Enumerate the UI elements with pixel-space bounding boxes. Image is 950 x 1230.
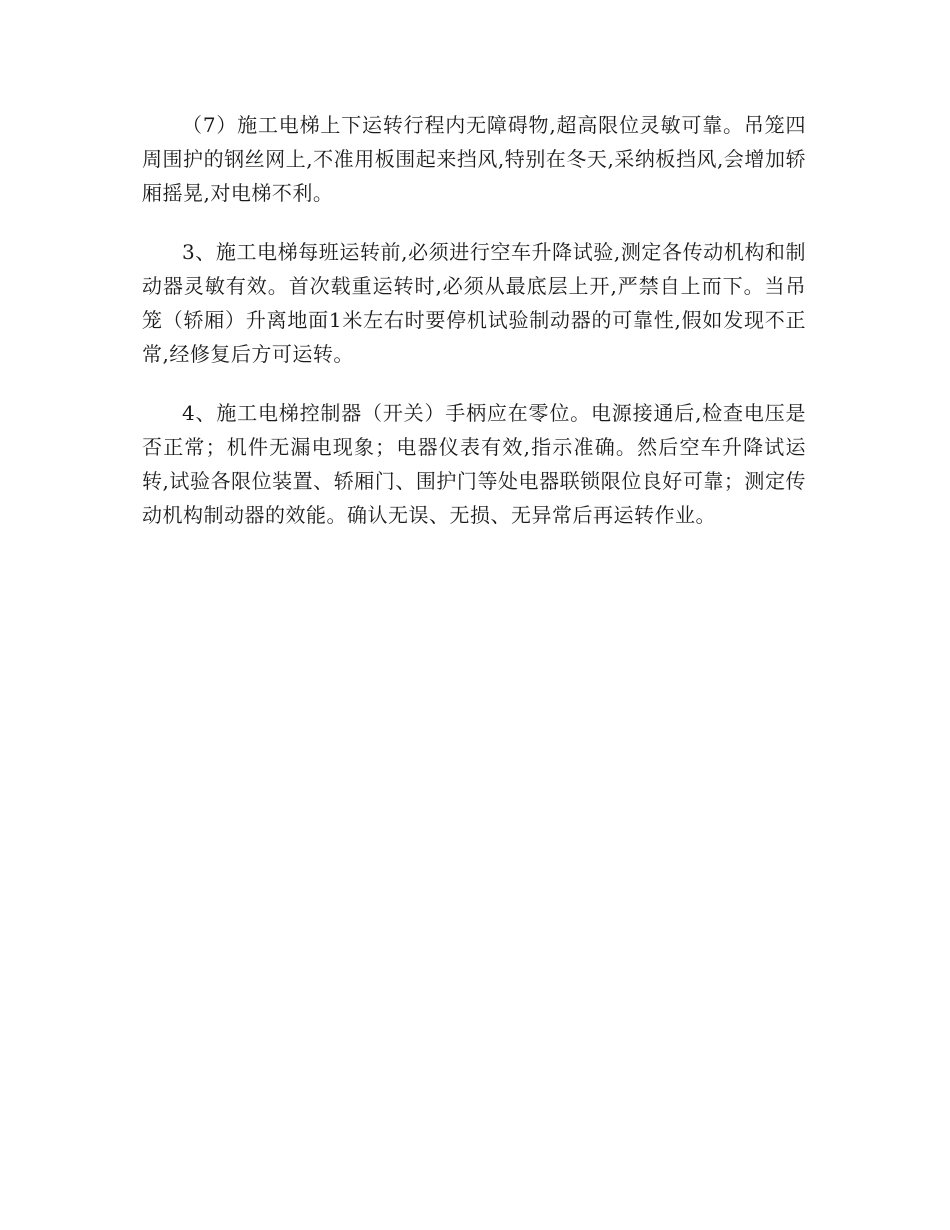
paragraph-4: 4、施工电梯控制器（开关）手柄应在零位。电源接通后,检查电压是否正常；机件无漏电现象；电器仪表有效,指示准确。然后空车升降试运转,试验各限位装置、轿厢门、围护门等处电器联锁限位良好可靠；测定传动机构制动器的效能。确认无误、无损、无异常后再运转作业。 bbox=[142, 401, 806, 527]
paragraph-item-7: （7）施工电梯上下运转行程内无障碍物,超高限位灵敏可靠。吊笼四周围护的钢丝网上,不准用板围起来挡风,特别在冬天,采纳板挡风,会增加轿厢摇晃,对电梯不利。 bbox=[142, 113, 806, 205]
document-body bbox=[142, 108, 806, 557]
paragraph-3: 3、施工电梯每班运转前,必须进行空车升降试验,测定各传动机构和制动器灵敏有效。首次载重运转时,必须从最底层上开,严禁自上而下。当吊笼（轿厢）升离地面1米左右时要停机试验制动器的可靠性,假如发现不正常,经修复后方可运转。 bbox=[142, 240, 806, 366]
